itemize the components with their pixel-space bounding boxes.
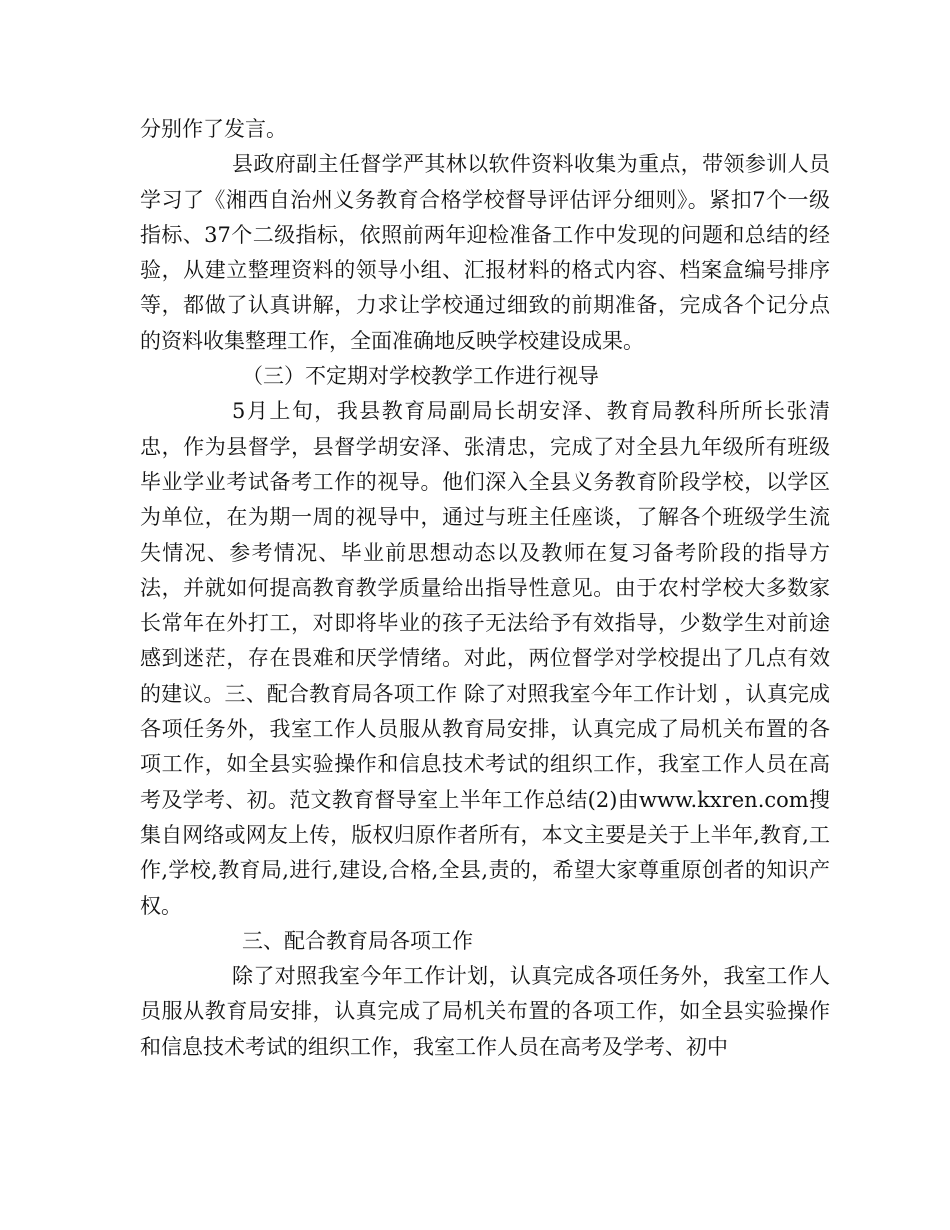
- document-body: [140, 112, 830, 1065]
- section-heading-teaching-inspection: （三）不定期对学校教学工作进行视导: [242, 364, 599, 389]
- paragraph-continuation: 分别作了发言。: [140, 117, 287, 141]
- section-heading-cooperation: 三、配合教育局各项工作: [242, 928, 473, 953]
- paragraph-cooperation-work: 除了对照我室今年工作计划，认真完成各项任务外，我室工作人员服从教育局安排，认真完成了局机关布置的各项工作，如全县实验操作和信息技术考试的组织工作，我室工作人员在高考及学考、初中: [140, 964, 830, 1059]
- paragraph-software-materials: 县政府副主任督学严其林以软件资料收集为重点，带领参训人员学习了《湘西自治州义务教育合格学校督导评估评分细则》。紧扣7个一级指标、37个二级指标，依照前两年迎检准备工作中发现的问题和总结的经验，从建立整理资料的领导小组、汇报材料的格式内容、档案盒编号排序等，都做了认真讲解，力求让学校通过细致的前期准备，完成各个记分点的资料收集整理工作，全面准确地反映学校建设成果。: [140, 152, 830, 353]
- paragraph-may-inspection: 5月上旬，我县教育局副局长胡安泽、教育局教科所所长张清忠，作为县督学，县督学胡安泽、张清忠，完成了对全县九年级所有班级毕业学业考试备考工作的视导。他们深入全县义务教育阶段学校，以学区为单位，在为期一周的视导中，通过与班主任座谈，了解各个班级学生流失情况、参考情况、毕业前思想动态以及教师在复习备考阶段的指导方法，并就如何提高教育教学质量给出指导性意见。由于农村学校大多数家长常年在外打工，对即将毕业的孩子无法给予有效指导，少数学生对前途感到迷茫，存在畏难和厌学情绪。对此，两位督学对学校提出了几点有效的建议。三、配合教育局各项工作 除了对照我室今年工作计划 ，认真完成各项任务外，我室工作人员服从教育局安排，认真完成了局机关布置的各项工作，如全县实验操作和信息技术考试的组织工作，我室工作人员在高考及学考、初。范文教育督导室上半年工作总结(2)由www.kxren.com搜集自网络或网友上传，版权归原作者所有，本文主要是关于上半年,教育,工作,学校,教育局,进行,建设,合格,全县,责的，希望大家尊重原创者的知识产权。: [140, 399, 830, 918]
